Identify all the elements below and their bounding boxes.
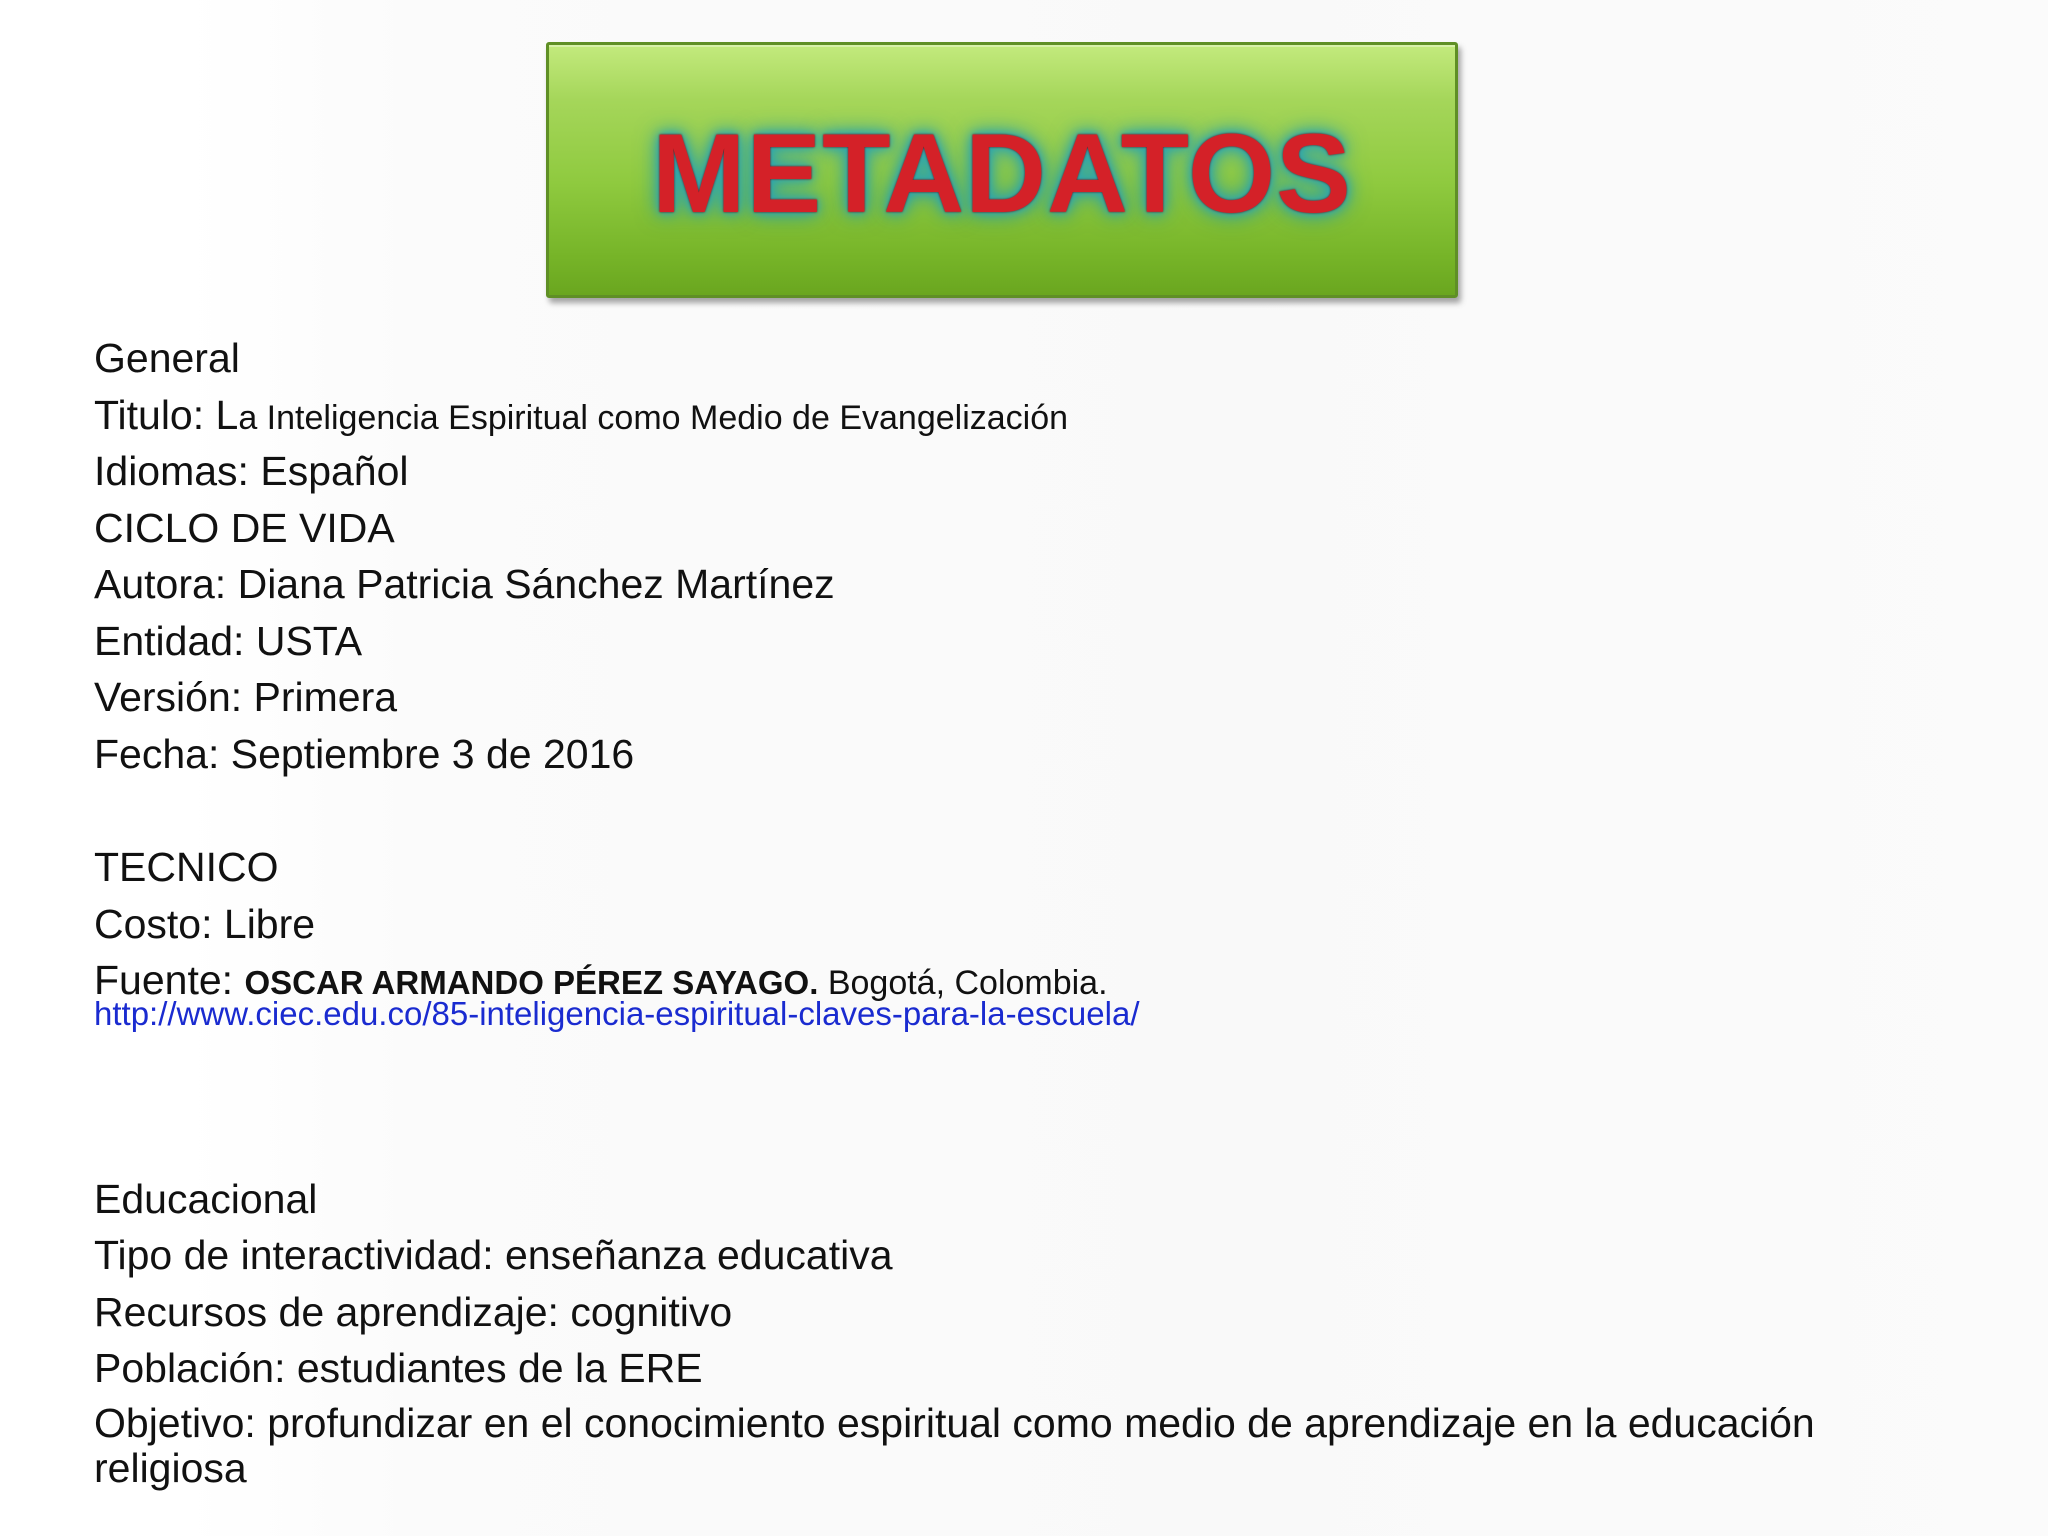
version-row: Versión: Primera <box>94 674 398 720</box>
fuente-author: OSCAR ARMANDO PÉREZ SAYAGO. <box>244 964 819 1001</box>
autora-row: Autora: Diana Patricia Sánchez Martínez <box>94 561 835 607</box>
section-heading-tecnico: TECNICO <box>94 844 279 890</box>
section-heading-general: General <box>94 335 240 381</box>
idiomas-row: Idiomas: Español <box>94 448 409 494</box>
section-heading-educacional: Educacional <box>94 1175 318 1222</box>
fuente-label: Fuente: <box>94 957 245 1003</box>
metadata-content <box>94 330 1994 1491</box>
metadatos-banner <box>546 42 1458 298</box>
titulo-label: Titulo: L <box>94 391 239 438</box>
spacer <box>94 782 1994 839</box>
banner-title: METADATOS <box>652 110 1352 236</box>
tipo-interactividad-row: Tipo de interactividad: enseñanza educativa <box>94 1232 893 1278</box>
titulo-value: a Inteligencia Espiritual como Medio de Evangelización <box>238 398 1069 437</box>
poblacion-row: Población: estudiantes de la ERE <box>94 1345 703 1391</box>
objetivo-row: Objetivo: profundizar en el conocimiento espiritual como medio de aprendizaje en la educación religiosa <box>94 1399 1815 1491</box>
spacer <box>94 1031 1994 1171</box>
entidad-row: Entidad: USTA <box>94 617 363 664</box>
fecha-row: Fecha: Septiembre 3 de 2016 <box>94 730 635 777</box>
titulo-row <box>94 387 1994 444</box>
costo-row: Costo: Libre <box>94 900 316 947</box>
section-heading-ciclo-de-vida: CICLO DE VIDA <box>94 504 395 551</box>
recursos-row: Recursos de aprendizaje: cognitivo <box>94 1288 733 1335</box>
fuente-place: Bogotá, Colombia. <box>818 964 1108 1002</box>
fuente-url-link[interactable]: http://www.ciec.edu.co/85-inteligencia-espiritual-claves-para-la-escuela/ <box>94 994 1140 1032</box>
